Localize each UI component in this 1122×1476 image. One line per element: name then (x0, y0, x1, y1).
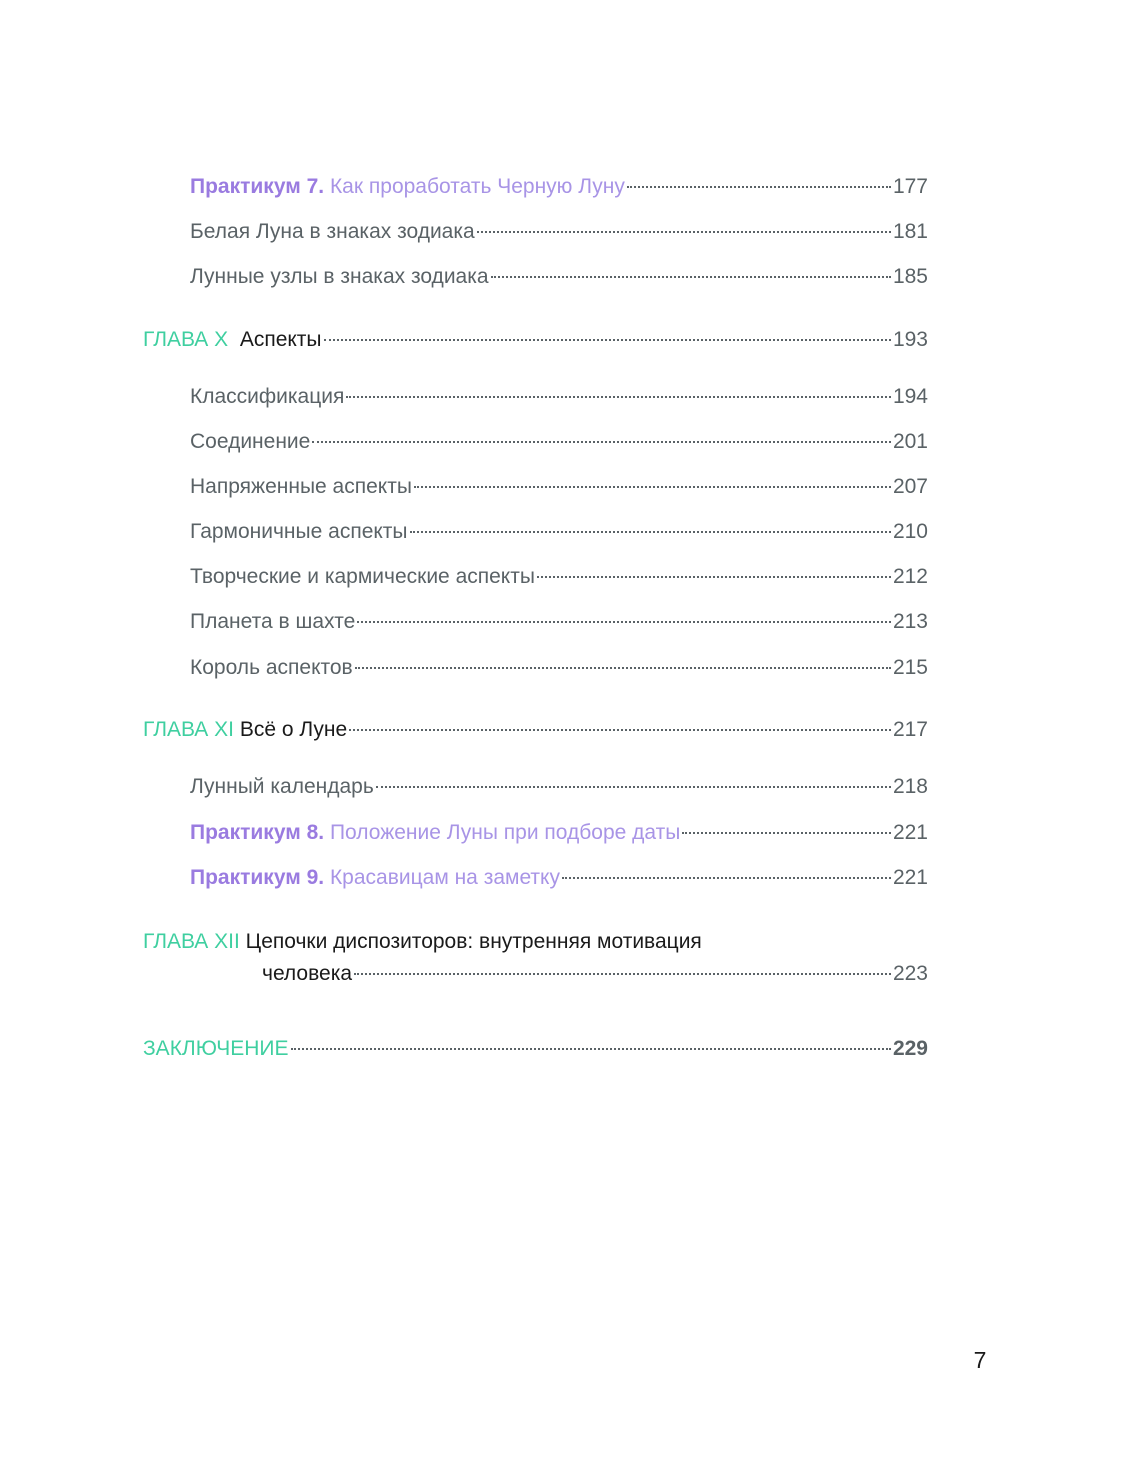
toc-entry-tense-aspects[interactable] (190, 473, 928, 501)
toc-entry-harmonic-aspects[interactable] (190, 518, 928, 546)
practicum-tag: Практикум 9. (190, 866, 325, 889)
entry-title: Белая Луна в знаках зодиака (190, 220, 475, 243)
entry-title: Планета в шахте (190, 610, 356, 633)
entry-label (143, 326, 322, 354)
page-ref: 201 (892, 430, 928, 453)
entry-label (143, 928, 702, 956)
page-ref: 221 (892, 866, 928, 889)
entry-title: Гармоничные аспекты (190, 520, 408, 543)
chapter-tag: ГЛАВА X (143, 328, 229, 351)
page-ref: 217 (892, 718, 928, 741)
leader-dots (357, 621, 891, 623)
leader-dots (349, 729, 891, 731)
entry-title: Классификация (190, 385, 345, 408)
toc-conclusion[interactable] (143, 1035, 928, 1063)
page-ref: 212 (892, 565, 928, 588)
page-ref: 221 (892, 821, 928, 844)
toc-entry-planet-in-mine[interactable] (190, 608, 928, 636)
chapter-tag: ГЛАВА XII (143, 930, 240, 953)
toc-entry-creative-karmic[interactable] (190, 563, 928, 591)
page-ref: 207 (892, 475, 928, 498)
toc-entry-classification[interactable] (190, 383, 928, 411)
leader-dots (627, 186, 891, 188)
practicum-title: Как проработать Черную Луну (329, 175, 625, 198)
page-ref: 181 (892, 220, 928, 243)
entry-title: Соединение (190, 430, 311, 453)
chapter-title: Цепочки диспозиторов: внутренняя мотивация (245, 930, 702, 953)
leader-dots (682, 832, 891, 834)
toc-entry-practicum-7[interactable] (190, 173, 928, 201)
chapter-title: Всё о Луне (239, 718, 348, 741)
page-ref: 193 (892, 328, 928, 351)
toc-chapter-12-line1[interactable] (143, 928, 928, 956)
toc-entry-king-of-aspects[interactable] (190, 654, 928, 682)
page-ref: 213 (892, 610, 928, 633)
entry-label (190, 173, 625, 201)
leader-dots (562, 877, 891, 879)
page-ref: 215 (892, 656, 928, 679)
page-number: 7 (973, 1347, 987, 1373)
page-ref: 185 (892, 265, 928, 288)
toc-chapter-12-line2[interactable] (262, 960, 928, 988)
conclusion-tag: ЗАКЛЮЧЕНИЕ (143, 1037, 289, 1060)
toc-chapter-11[interactable] (143, 716, 928, 744)
entry-title: Творческие и кармические аспекты (190, 565, 535, 588)
leader-dots (355, 667, 891, 669)
chapter-title: Аспекты (239, 328, 322, 351)
toc-chapter-10[interactable] (143, 326, 928, 354)
page-ref: 194 (892, 385, 928, 408)
practicum-tag: Практикум 7. (190, 175, 325, 198)
entry-label (190, 864, 560, 892)
leader-dots (312, 441, 891, 443)
page-ref: 210 (892, 520, 928, 543)
practicum-tag: Практикум 8. (190, 821, 325, 844)
leader-dots (324, 339, 891, 341)
chapter-tag: ГЛАВА XI (143, 718, 234, 741)
leader-dots (291, 1048, 891, 1050)
practicum-title: Красавицам на заметку (329, 866, 560, 889)
entry-title: Король аспектов (190, 656, 353, 679)
page-ref: 218 (892, 775, 928, 798)
leader-dots (410, 531, 891, 533)
entry-title: Лунный календарь (190, 775, 374, 798)
toc-entry-lunar-nodes[interactable] (190, 263, 928, 291)
toc-entry-lunar-calendar[interactable] (190, 773, 928, 801)
page-ref: 229 (892, 1037, 928, 1060)
leader-dots (477, 231, 891, 233)
toc-entry-white-moon[interactable] (190, 218, 928, 246)
page-ref: 223 (892, 962, 928, 985)
entry-label (143, 716, 347, 744)
practicum-title: Положение Луны при подборе даты (329, 821, 681, 844)
entry-title: Лунные узлы в знаках зодиака (190, 265, 489, 288)
leader-dots (414, 486, 891, 488)
page-ref: 177 (892, 175, 928, 198)
toc-entry-conjunction[interactable] (190, 428, 928, 456)
leader-dots (491, 276, 891, 278)
entry-title: Напряженные аспекты (190, 475, 412, 498)
toc-entry-practicum-9[interactable] (190, 864, 928, 892)
entry-label (190, 819, 680, 847)
leader-dots (376, 786, 891, 788)
leader-dots (346, 396, 891, 398)
chapter-title-continued: человека (262, 962, 353, 985)
leader-dots (537, 576, 891, 578)
toc-entry-practicum-8[interactable] (190, 819, 928, 847)
leader-dots (354, 973, 891, 975)
